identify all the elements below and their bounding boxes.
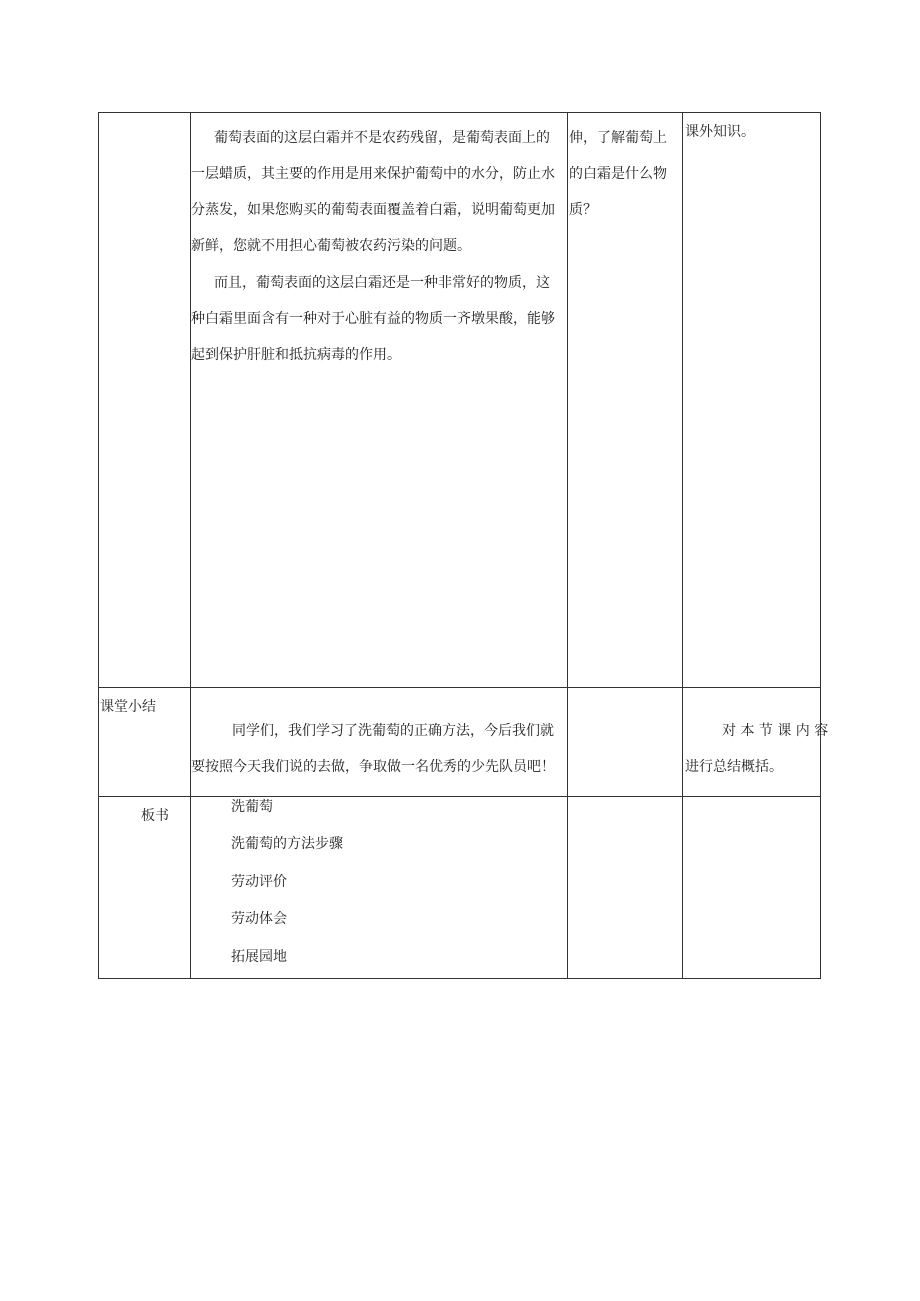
row-divider-1 (98, 687, 821, 688)
row1-main-line: 新鲜，您就不用担心葡萄被农药污染的问题。 (191, 238, 471, 254)
row1-activity-line: 的白霜是什么物 (569, 166, 667, 182)
row1-intent-line: 课外知识。 (685, 124, 755, 140)
blackboard-item: 拓展园地 (231, 949, 287, 965)
column-divider-2 (567, 112, 568, 979)
table-top-border (98, 112, 821, 113)
row1-activity-line: 质？ (569, 202, 597, 218)
blackboard-item: 洗葡萄 (231, 799, 273, 815)
blackboard-item: 劳动评价 (231, 874, 287, 890)
blackboard-item: 劳动体会 (231, 911, 287, 927)
table-right-border (820, 112, 821, 979)
row2-intent-line: 对 本 节 课 内 容 (722, 723, 829, 739)
row1-main-line: 而且，葡萄表面的这层白霜还是一种非常好的物质，这 (214, 275, 550, 291)
row1-main-line: 分蒸发，如果您购买的葡萄表面覆盖着白霜，说明葡萄更加 (191, 202, 555, 218)
table-bottom-border (98, 978, 821, 979)
column-divider-3 (682, 112, 683, 979)
blackboard-item: 洗葡萄的方法步骤 (231, 836, 343, 852)
row2-label: 课堂小结 (100, 699, 156, 715)
row1-main-line: 葡萄表面的这层白霜并不是农药残留，是葡萄表面上的 (214, 130, 550, 146)
row1-main-line: 种白霜里面含有一种对于心脏有益的物质一齐墩果酸，能够 (191, 311, 555, 327)
row1-main-line: 起到保护肝脏和抵抗病毒的作用。 (191, 347, 401, 363)
row-divider-2 (98, 796, 821, 797)
row2-intent-line: 进行总结概括。 (685, 759, 783, 775)
row3-label: 板书 (141, 808, 169, 824)
row1-activity-line: 伸，了解葡萄上 (569, 130, 667, 146)
table-left-border (98, 112, 99, 979)
row1-main-line: 一层蜡质，其主要的作用是用来保护葡萄中的水分，防止水 (191, 166, 555, 182)
row2-main-line: 要按照今天我们说的去做，争取做一名优秀的少先队员吧！ (191, 759, 555, 775)
row2-main-line: 同学们，我们学习了洗葡萄的正确方法，今后我们就 (232, 723, 554, 739)
